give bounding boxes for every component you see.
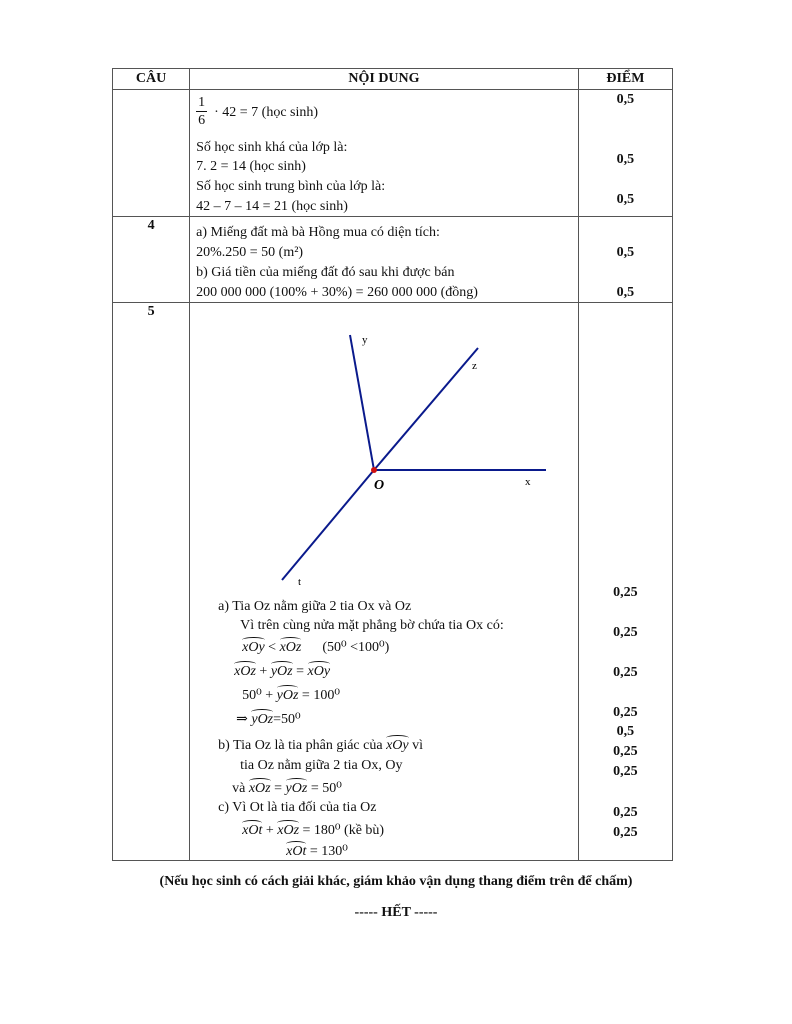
part-a-title: a) Tia Oz nằm giữa 2 tia Ox và Oz (218, 599, 412, 614)
row-question-5 (113, 303, 673, 861)
row4-content (190, 217, 579, 303)
ray-oy (350, 335, 374, 470)
score: 0,25 (613, 744, 638, 759)
row3-scores (578, 90, 672, 217)
part-a-line1: Vì trên cùng nửa mặt phẳng bờ chứa tia Ox có: (240, 618, 504, 633)
point-o (371, 467, 377, 473)
score: 0,25 (613, 625, 638, 640)
part-a-sub: 50⁰ + yOz = 100⁰ (242, 685, 340, 704)
score: 0,25 (613, 825, 638, 840)
score: 0,25 (613, 585, 638, 600)
fraction-one-sixth: $\frac{1}{6}$ (198, 95, 206, 128)
part-c-title: c) Vì Ot là tia đối của tia Oz (218, 800, 377, 815)
label-y: y (362, 334, 368, 346)
score: 0,5 (616, 285, 635, 300)
row-question-4 (113, 217, 673, 303)
row4-line3: b) Giá tiền của miếng đất đó sau khi được bán (196, 265, 455, 280)
part-b-eq: và xOz = yOz = 50⁰ (232, 778, 342, 797)
row4-line1: a) Miếng đất mà bà Hồng mua có diện tích: (196, 225, 440, 240)
row4-scores (578, 217, 672, 303)
ray-ot (282, 470, 374, 580)
score: 0,25 (613, 665, 638, 680)
part-b-line1: tia Oz nằm giữa 2 tia Ox, Oy (240, 758, 403, 773)
score: 0,5 (616, 245, 635, 260)
end-mark: ----- HẾT ----- (354, 905, 438, 920)
angle-figure (190, 303, 578, 593)
header-score: ĐIỂM (578, 69, 672, 90)
score: 0,25 (613, 805, 638, 820)
row3-line5: 42 – 7 – 14 = 21 (học sinh) (196, 199, 348, 214)
score: 0,5 (616, 92, 635, 107)
row3-line3: 7. 2 = 14 (học sinh) (196, 159, 306, 174)
score: 0,5 (616, 192, 635, 207)
label-z: z (472, 360, 478, 372)
ray-oz (374, 348, 478, 470)
label-o: O (374, 478, 385, 493)
part-c-eq1: xOt + xOz = 180⁰ (kề bù) (242, 820, 384, 839)
part-b-title: b) Tia Oz là tia phân giác của xOy vì (218, 735, 423, 754)
row3-content (190, 90, 579, 217)
row3-line2: Số học sinh khá của lớp là: (196, 140, 348, 155)
row3-line1: · 42 = 7 (học sinh) (214, 105, 319, 120)
score: 0,25 (613, 705, 638, 720)
grading-table (112, 68, 673, 861)
label-x: x (525, 476, 531, 488)
row5-cau: 5 (113, 303, 190, 861)
score: 0,5 (616, 152, 635, 167)
row4-line4: 200 000 000 (100% + 30%) = 260 000 000 (đồng) (196, 285, 478, 300)
row3-line4: Số học sinh trung bình của lớp là: (196, 179, 386, 194)
row5-content (190, 303, 579, 861)
part-a-ineq: xOy < xOz (50⁰ <100⁰) (242, 637, 389, 656)
row3-cau (113, 90, 190, 217)
row4-cau: 4 (113, 217, 190, 303)
row-question-3 (113, 90, 673, 217)
header-cau: CÂU (113, 69, 190, 90)
part-c-eq2: xOt = 130⁰ (286, 841, 348, 860)
header-row (113, 69, 673, 90)
row5-scores (578, 303, 672, 861)
label-t: t (298, 576, 302, 588)
score: 0,25 (613, 764, 638, 779)
footer-note: (Nếu học sinh có cách giải khác, giám khảo vận dụng thang điểm trên để chấm) (159, 874, 633, 889)
part-a-result: ⇒ yOz=50⁰ (236, 709, 301, 728)
row4-line2: 20%.250 = 50 (m²) (196, 245, 304, 260)
header-content: NỘI DUNG (190, 69, 579, 90)
score: 0,5 (616, 724, 635, 739)
part-a-sum: xOz + yOz = xOy (234, 661, 330, 680)
